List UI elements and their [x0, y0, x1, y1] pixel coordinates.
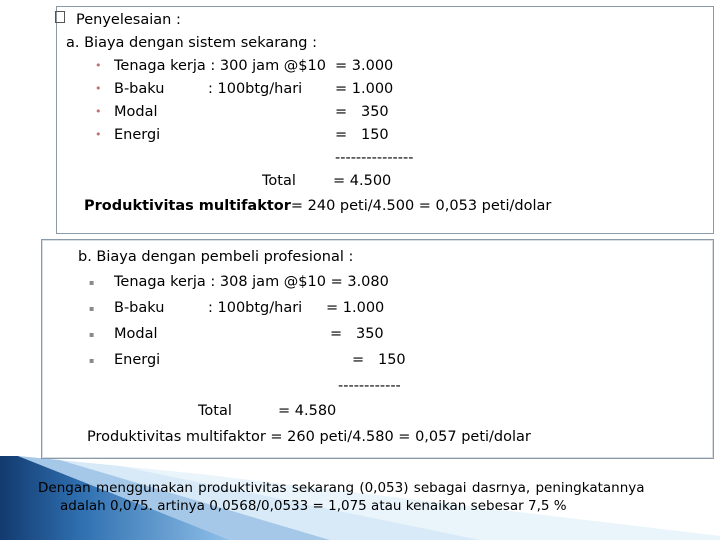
item-value: = 150 — [352, 352, 406, 368]
section-a-subheading: a. Biaya dengan sistem sekarang : — [66, 35, 317, 51]
item-value: = 3.000 — [335, 58, 394, 74]
section-heading: Penyelesaian : — [76, 12, 181, 28]
item-detail: : 100btg/hari — [208, 81, 303, 97]
bullet-icon: ▪ — [89, 304, 95, 313]
item-value: = 1.000 — [326, 300, 385, 316]
bullet-icon: • — [95, 59, 102, 72]
bullet-icon: • — [95, 128, 102, 141]
item-detail: : 100btg/hari — [208, 300, 303, 316]
item-value: = 1.000 — [335, 81, 394, 97]
item-name: Tenaga kerja : 300 jam @$10 — [114, 58, 326, 74]
item-name: Energi — [114, 352, 161, 368]
bullet-icon: • — [95, 82, 102, 95]
bullet-icon: • — [95, 105, 102, 118]
section-b-box — [41, 239, 714, 459]
section-b-subheading: b. Biaya dengan pembeli profesional : — [78, 249, 354, 265]
total-label: Total — [198, 403, 232, 419]
total-value: = 4.580 — [278, 403, 337, 419]
conclusion-line-2: adalah 0,075. artinya 0,0568/0,0533 = 1,075 atau kenaikan sebesar 7,5 % — [60, 498, 567, 514]
productivity-line: Produktivitas multifaktor = 260 peti/4.580 = 0,057 peti/dolar — [87, 429, 531, 445]
item-name: B-baku — [114, 81, 165, 97]
total-value: = 4.500 — [333, 173, 392, 189]
item-name: Modal — [114, 326, 158, 342]
item-value: = 350 — [335, 104, 389, 120]
item-value: = 350 — [330, 326, 384, 342]
item-name: Modal — [114, 104, 158, 120]
separator-line: ------------ — [338, 378, 401, 394]
productivity-line — [84, 197, 551, 215]
productivity-label: Produktivitas multifaktor — [84, 198, 291, 214]
item-value: = 150 — [335, 127, 389, 143]
bullet-icon: ▪ — [89, 278, 95, 287]
separator-line: --------------- — [335, 150, 414, 166]
productivity-value: = 240 peti/4.500 = 0,053 peti/dolar — [290, 198, 552, 214]
checkbox-icon — [55, 11, 65, 23]
item-name: Tenaga kerja : 308 jam @$10 = 3.080 — [114, 274, 389, 290]
bullet-icon: ▪ — [89, 356, 95, 365]
bullet-icon: ▪ — [89, 330, 95, 339]
total-label: Total — [262, 173, 296, 189]
conclusion-line-1: Dengan menggunakan produktivitas sekarang (0,053) sebagai dasrnya, peningkatannya — [38, 480, 645, 496]
item-name: Energi — [114, 127, 161, 143]
item-name: B-baku — [114, 300, 165, 316]
